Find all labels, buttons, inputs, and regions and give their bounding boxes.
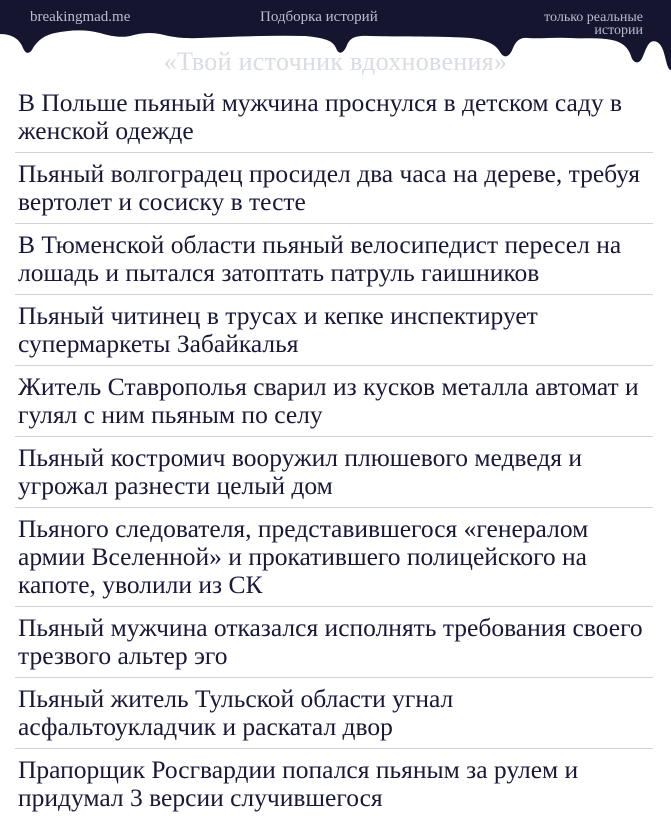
site-name-link[interactable]: breakingmad.me [30,9,131,25]
story-item[interactable] [15,294,653,365]
story-item[interactable] [15,436,653,507]
story-item[interactable] [15,507,653,606]
story-collection-link[interactable]: Подборка историй [260,9,378,25]
story-link[interactable]: Пьяного следователя, представившегося «генералом армии Вселенной» и прокатившего полицейского на капоте, уволили из СК [18,514,589,599]
story-link[interactable]: Пьяный житель Тульской области угнал асфальтоукладчик и раскатал двор [18,684,454,741]
story-link[interactable]: Прапорщик Росгвардии попался пьяным за рулем и придумал 3 версии случившегося [18,755,579,812]
story-link[interactable]: Пьяный мужчина отказался исполнять требования своего трезвого альтер эго [18,613,643,670]
story-item[interactable] [15,152,653,223]
story-item[interactable] [15,223,653,294]
story-link[interactable]: Пьяный волгоградец просидел два часа на дереве, требуя вертолет и сосиску в тесте [18,159,640,216]
story-item[interactable] [15,606,653,677]
tagline: «Твой источник вдохновения» [163,47,508,76]
story-item[interactable] [15,677,653,748]
story-item[interactable] [15,82,653,152]
story-item[interactable] [15,365,653,436]
real-stories-link[interactable]: только реальные истории [544,10,643,38]
story-link[interactable]: Пьяный костромич вооружил плюшевого медведя и угрожал разнести целый дом [18,443,583,500]
story-link[interactable]: Житель Ставрополья сварил из кусков металла автомат и гулял с ним пьяным по селу [18,372,639,429]
story-link[interactable]: В Польше пьяный мужчина проснулся в детском саду в женской одежде [18,88,623,145]
story-list [15,82,653,819]
story-item[interactable] [15,748,653,819]
story-link[interactable]: Пьяный читинец в трусах и кепке инспектирует супермаркеты Забайкалья [18,301,538,358]
story-link[interactable]: В Тюменской области пьяный велосипедист пересел на лошадь и пытался затоптать патруль гаишников [18,230,622,287]
